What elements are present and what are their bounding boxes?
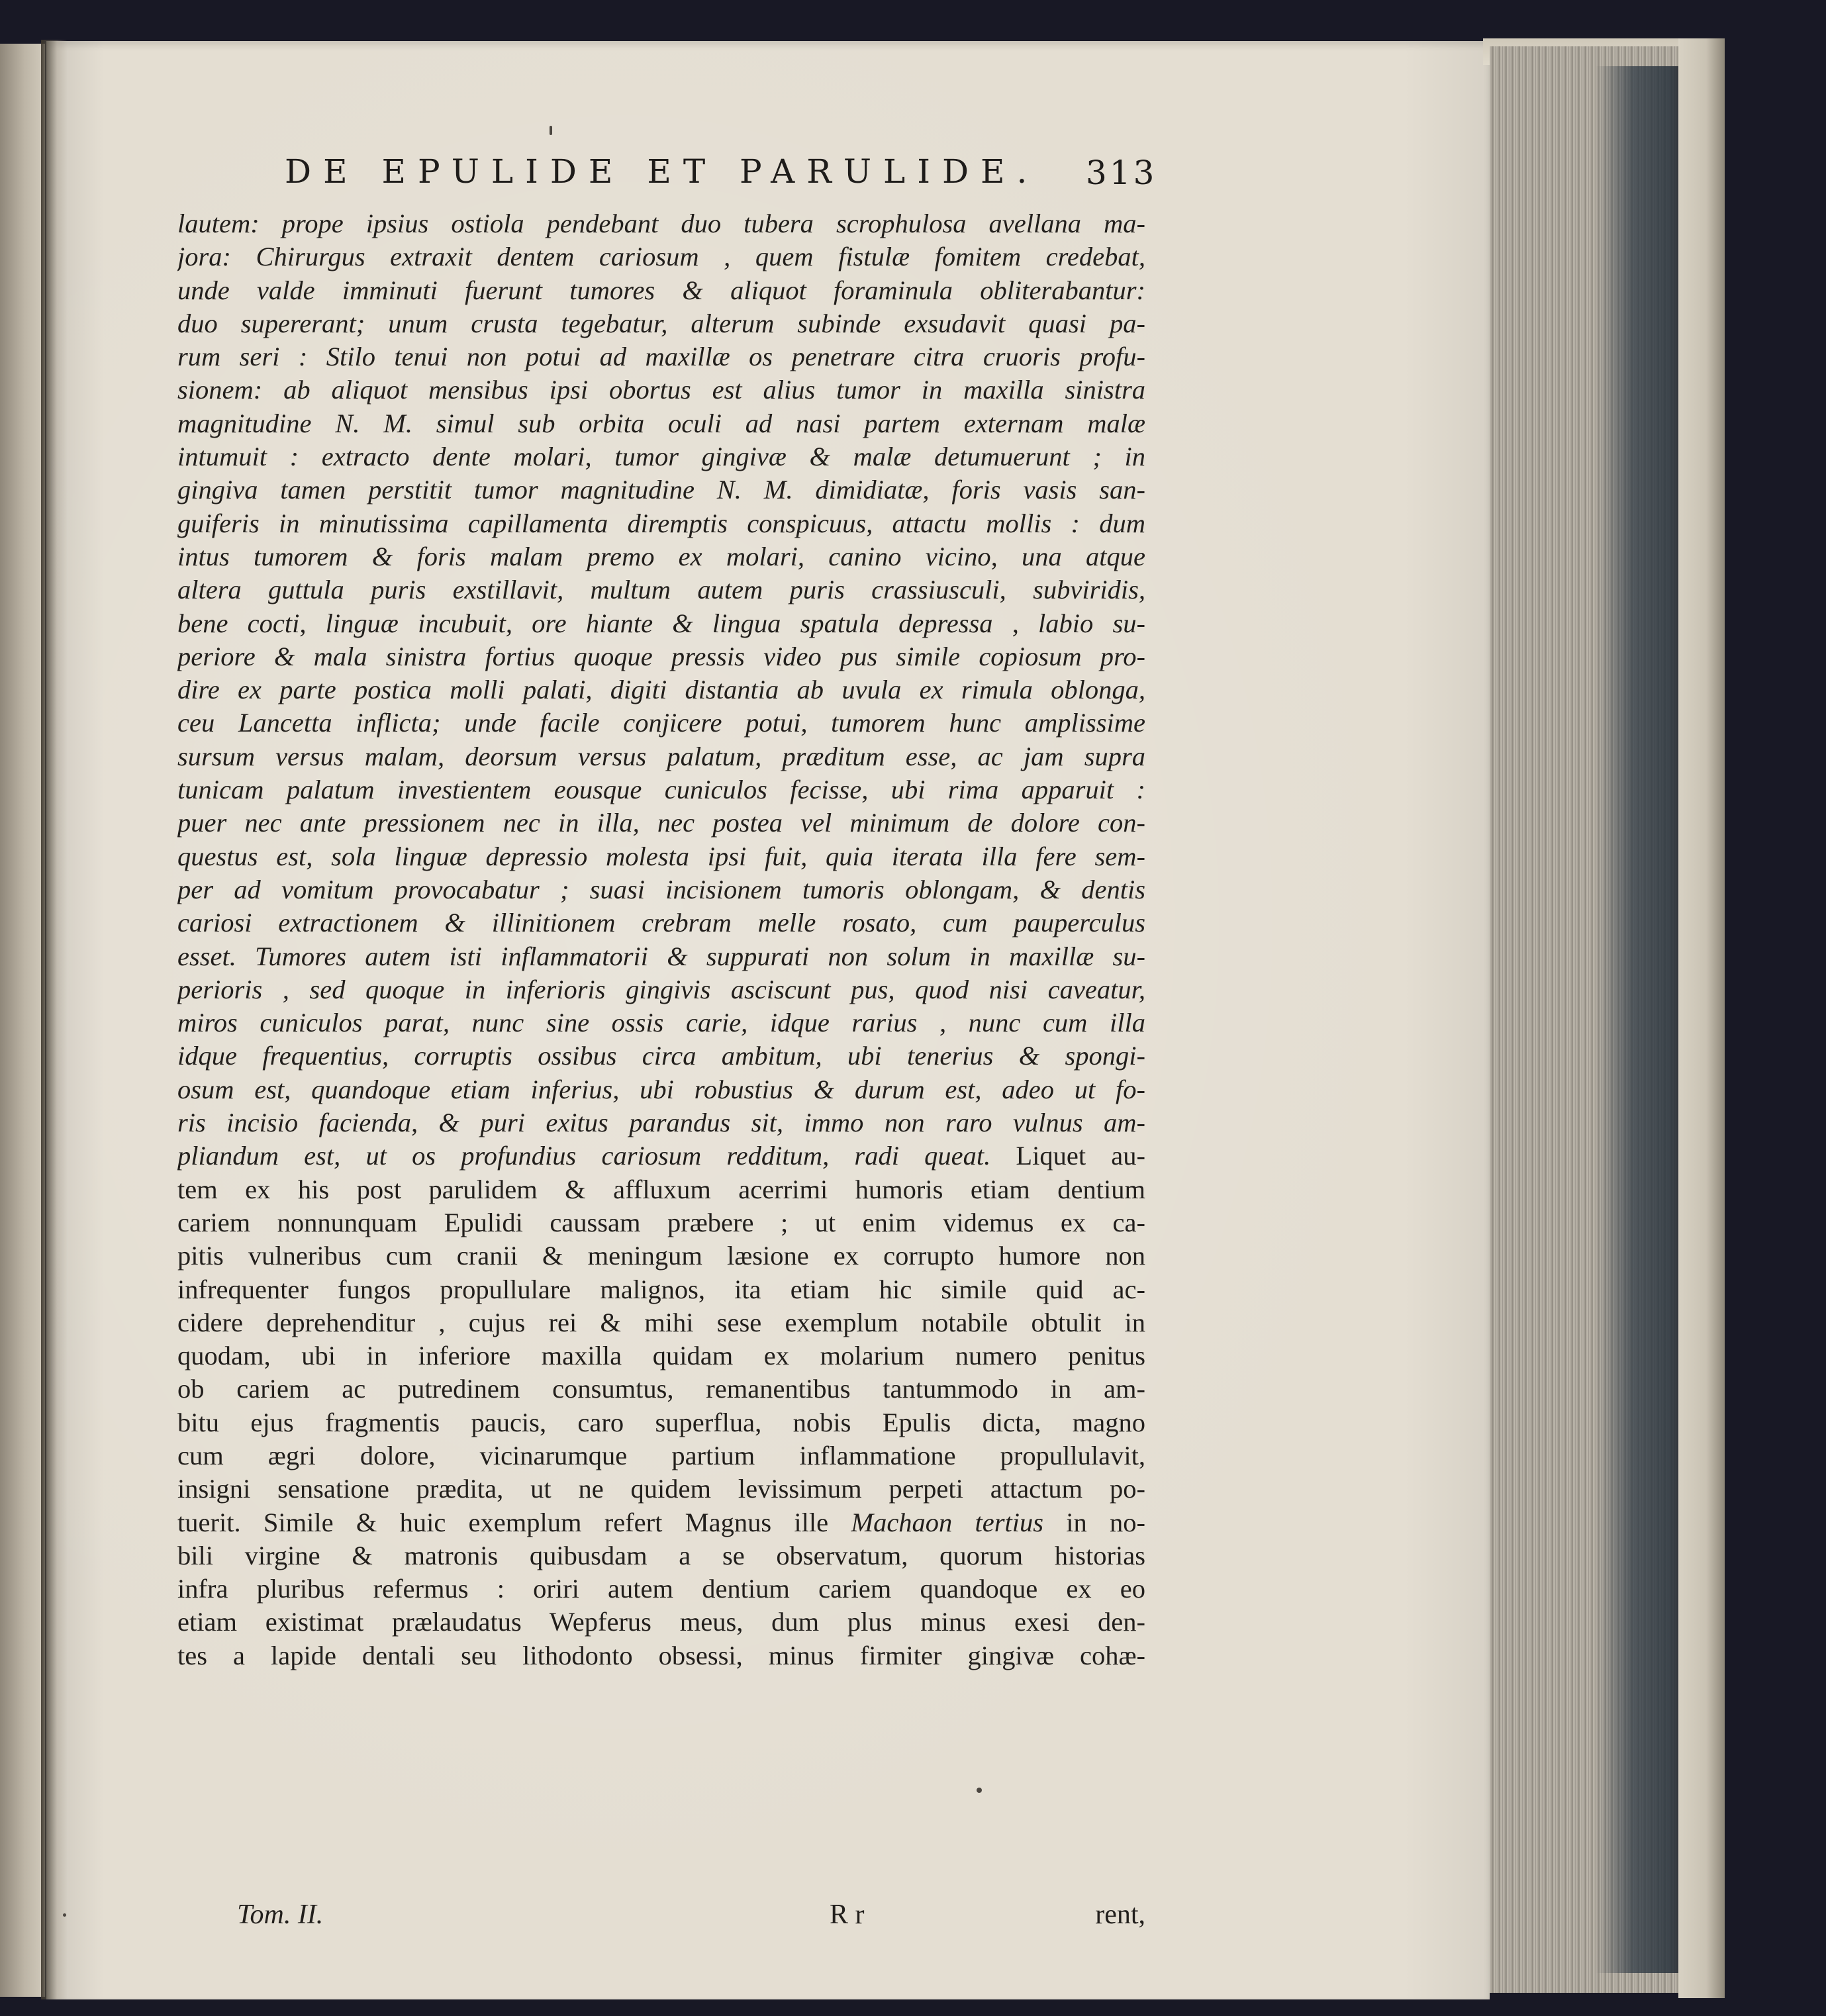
text-line-segment: idque frequentius, corruptis ossibus circa ambitum, ubi tenerius & spongi- [177, 1041, 1145, 1071]
catchword: rent, [1095, 1899, 1145, 1930]
text-line [177, 806, 1145, 840]
text-line [177, 1339, 1145, 1372]
text-line-segment: ceu Lancetta inflicta; unde facile conjicere potui, tumorem hunc amplissime [177, 708, 1145, 738]
text-line-segment: insigni sensatione prædita, ut ne quidem levissimum perpeti attactum po- [177, 1474, 1145, 1504]
body-text [177, 207, 1145, 1672]
text-line-segment: Machaon tertius [851, 1507, 1044, 1537]
paper-speck [63, 1913, 66, 1917]
book-cover-edge [1678, 38, 1725, 1998]
text-line-segment: intumuit : extracto dente molari, tumor gingivæ & malæ detumuerunt ; in [177, 442, 1145, 472]
text-line-segment: altera guttula puris exstillavit, multum autem puris crassiusculi, subviridis, [177, 575, 1145, 605]
text-line [177, 507, 1145, 540]
text-line [177, 573, 1145, 606]
text-line-segment: periore & mala sinistra fortius quoque pressis video pus simile copiosum pro- [177, 641, 1145, 671]
text-line-segment: miros cuniculos parat, nunc sine ossis carie, idque rarius , nunc cum illa [177, 1008, 1145, 1038]
text-line [177, 1173, 1145, 1206]
text-line-segment: ris incisio facienda, & puri exitus parandus sit, immo non raro vulnus am- [177, 1108, 1145, 1138]
text-line [177, 1073, 1145, 1106]
text-line-segment: cidere deprehenditur , cujus rei & mihi sese exemplum notabile obtulit in [177, 1307, 1145, 1337]
text-line-segment: bitu ejus fragmentis paucis, caro superflua, nobis Epulis dicta, magno [177, 1407, 1145, 1437]
text-line-segment: bene cocti, linguæ incubuit, ore hiante & lingua spatula depressa , labio su- [177, 608, 1145, 638]
text-line [177, 773, 1145, 806]
text-line-segment: cariosi extractionem & illinitionem crebram melle rosato, cum pauperculus [177, 908, 1145, 938]
text-line-segment: quodam, ubi in inferiore maxilla quidam ex molarium numero penitus [177, 1341, 1145, 1371]
volume-label: Tom. II. [237, 1899, 324, 1930]
text-line [177, 1206, 1145, 1239]
text-line-segment: ob cariem ac putredinem consumtus, remanentibus tantummodo in am- [177, 1374, 1145, 1404]
text-line [177, 1472, 1145, 1506]
text-line [177, 307, 1145, 340]
text-line [177, 540, 1145, 573]
fore-edge-shadow [1596, 66, 1688, 1973]
text-line-segment: in no- [1043, 1507, 1145, 1537]
text-line [177, 1506, 1145, 1539]
text-line [177, 740, 1145, 773]
text-line-segment: tunicam palatum investientem eousque cuniculos fecisse, ubi rima apparuit : [177, 775, 1145, 805]
text-line-segment: intus tumorem & foris malam premo ex molari, canino vicino, una atque [177, 541, 1145, 571]
text-line-segment: cum ægri dolore, vicinarumque partium inflammatione propullulavit, [177, 1440, 1145, 1470]
text-line [177, 1239, 1145, 1272]
text-line-segment: puer nec ante pressionem nec in illa, nec postea vel minimum de dolore con- [177, 808, 1145, 838]
text-line-segment: unde valde imminuti fuerunt tumores & aliquot foraminula obliterabantur: [177, 275, 1145, 305]
paper-speck [977, 1788, 982, 1793]
text-line-segment: lautem: prope ipsius ostiola pendebant duo tubera scrophulosa avellana ma- [177, 209, 1145, 238]
text-line [177, 1006, 1145, 1039]
text-line-segment: per ad vomitum provocabatur ; suasi incisionem tumoris oblongam, & dentis [177, 874, 1145, 904]
text-line-segment: gingiva tamen perstitit tumor magnitudine N. M. dimidiatæ, foris vasis san- [177, 475, 1145, 505]
text-line [177, 607, 1145, 640]
page-number: 313 [1086, 154, 1157, 192]
text-line [177, 940, 1145, 973]
text-line-segment: infrequenter fungos propullulare malignos, ita etiam hic simile quid ac- [177, 1274, 1145, 1304]
text-line-segment: jora: Chirurgus extraxit dentem cariosum , quem fistulæ fomitem credebat, [177, 242, 1145, 272]
text-line [177, 1039, 1145, 1073]
text-line [177, 840, 1145, 873]
text-line-segment: sursum versus malam, deorsum versus palatum, præditum esse, ac jam supra [177, 741, 1145, 771]
text-line [177, 706, 1145, 740]
text-line [177, 1606, 1145, 1639]
text-line-segment: rum seri : Stilo tenui non potui ad maxillæ os penetrare citra cruoris profu- [177, 342, 1145, 372]
text-line-segment: dire ex parte postica molli palati, digiti distantia ab uvula ex rimula oblonga, [177, 675, 1145, 705]
text-line-segment: infra pluribus refermus : oriri autem dentium cariem quandoque ex eo [177, 1574, 1145, 1604]
text-line-segment: magnitudine N. M. simul sub orbita oculi ad nasi partem externam malæ [177, 408, 1145, 438]
text-line [177, 640, 1145, 673]
facing-page-edge [0, 44, 45, 1997]
text-line [177, 873, 1145, 906]
text-line-segment: sionem: ab aliquot mensibus ipsi obortus est alius tumor in maxilla sinistra [177, 375, 1145, 405]
text-line [177, 473, 1145, 506]
text-line [177, 1406, 1145, 1439]
text-line-segment: osum est, quandoque etiam inferius, ubi robustius & durum est, adeo ut fo- [177, 1074, 1145, 1104]
text-line [177, 1372, 1145, 1406]
text-line [177, 1139, 1145, 1173]
text-line-segment: Liquet au- [990, 1141, 1145, 1171]
text-line-segment: perioris , sed quoque in inferioris gingivis asciscunt pus, quod nisi caveatur, [177, 974, 1145, 1004]
running-title: DE EPULIDE ET PARULIDE. [285, 152, 1039, 191]
text-line [177, 1273, 1145, 1306]
text-line [177, 240, 1145, 273]
text-line [177, 407, 1145, 440]
text-line [177, 1639, 1145, 1672]
text-line [177, 207, 1145, 240]
text-line-segment: duo supererant; unum crusta tegebatur, alterum subinde exsudavit quasi pa- [177, 308, 1145, 338]
text-line-segment: questus est, sola linguæ depressio molesta ipsi fuit, quia iterata illa fere sem- [177, 841, 1145, 871]
text-line [177, 673, 1145, 706]
text-line-segment: etiam existimat prælaudatus Wepferus meus, dum plus minus exesi den- [177, 1607, 1145, 1637]
text-line [177, 1106, 1145, 1139]
text-line [177, 973, 1145, 1006]
text-line-segment: pliandum est, ut os profundius cariosum redditum, radi queat. [177, 1141, 991, 1171]
text-line [177, 340, 1145, 373]
text-line [177, 1572, 1145, 1606]
page-gutter [41, 40, 68, 1999]
signature-mark: R r [830, 1899, 865, 1930]
text-line [177, 274, 1145, 307]
text-line-segment: tuerit. Simile & huic exemplum refert Magnus ille [177, 1507, 851, 1537]
page-footer [177, 1899, 1145, 1939]
text-line [177, 1439, 1145, 1472]
text-line [177, 1539, 1145, 1572]
text-line [177, 906, 1145, 939]
text-line [177, 440, 1145, 473]
text-line-segment: esset. Tumores autem isti inflammatorii & suppurati non solum in maxillæ su- [177, 941, 1145, 971]
paper-speck [550, 126, 552, 135]
text-line-segment: guiferis in minutissima capillamenta diremptis conspicuus, attactu mollis : dum [177, 508, 1145, 538]
text-line-segment: tes a lapide dentali seu lithodonto obsessi, minus firmiter gingivæ cohæ- [177, 1640, 1145, 1670]
text-line-segment: pitis vulneribus cum cranii & meningum læsione ex corrupto humore non [177, 1241, 1145, 1271]
text-line [177, 1306, 1145, 1339]
text-line [177, 373, 1145, 407]
text-line-segment: tem ex his post parulidem & affluxum acerrimi humoris etiam dentium [177, 1174, 1145, 1204]
text-line-segment: bili virgine & matronis quibusdam a se observatum, quorum historias [177, 1540, 1145, 1570]
text-line-segment: cariem nonnunquam Epulidi caussam præbere ; ut enim videmus ex ca- [177, 1207, 1145, 1237]
